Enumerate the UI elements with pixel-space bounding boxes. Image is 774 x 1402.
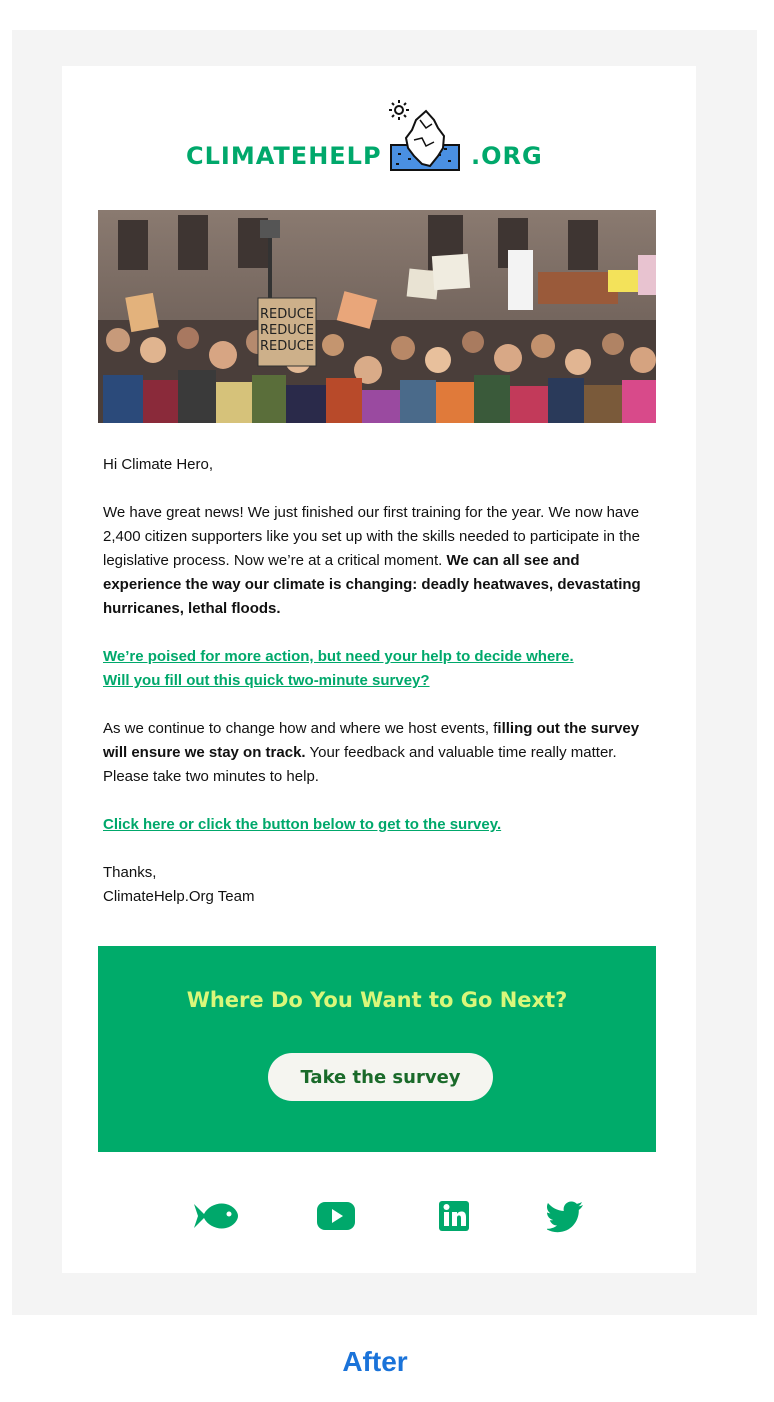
logo-text-climatehelp: CLIMATEHELP [186,142,382,170]
signoff: Thanks, [103,864,157,881]
sign-line-1: REDUCE [259,307,315,322]
iceberg-sun-icon [386,98,466,174]
hero-image-protest-crowd [98,210,656,423]
survey-link-line-2[interactable]: Will you fill out this quick two-minute survey? [103,672,430,689]
take-survey-button[interactable]: Take the survey [268,1053,493,1101]
survey-link-block [103,645,648,693]
sign-line-2: REDUCE [259,323,315,338]
survey-link-click-here[interactable]: Click here or click the button below to get to the survey. [103,816,502,833]
youtube-icon[interactable] [316,1196,356,1236]
after-label: After [342,1346,408,1377]
climatehelp-logo[interactable] [186,98,546,178]
paragraph-training-news: We have great news! We just finished our first training for the year. We now have 2,400 citizen supporters like you set up with the skills needed to participate in the legislative process. Now we’re at a critical moment. We can all see and experience the way our climate is changing: deadly heatwaves, devastating hurricanes, lethal floods. [103,504,641,617]
sign-line-3: REDUCE [259,339,315,354]
logo-text-org: .ORG [471,142,543,170]
fish-icon[interactable] [192,1196,240,1236]
survey-link-line-1[interactable]: We’re poised for more action, but need your help to decide where. [103,648,574,665]
team-signature: ClimateHelp.Org Team [103,888,255,905]
cta-title: Where Do You Want to Go Next? [186,988,568,1012]
greeting: Hi Climate Hero, [103,456,214,473]
twitter-icon[interactable] [547,1196,585,1236]
paragraph-survey-importance: As we continue to change how and where we host events, filling out the survey will ensure we stay on track. Your feedback and valuable time really matter. Please take two minutes to help. [103,720,640,785]
linkedin-icon[interactable] [437,1196,471,1236]
email-body [103,453,648,933]
signoff-block [103,861,648,909]
cta-banner [98,946,656,1152]
survey-link-block-2 [103,813,648,837]
